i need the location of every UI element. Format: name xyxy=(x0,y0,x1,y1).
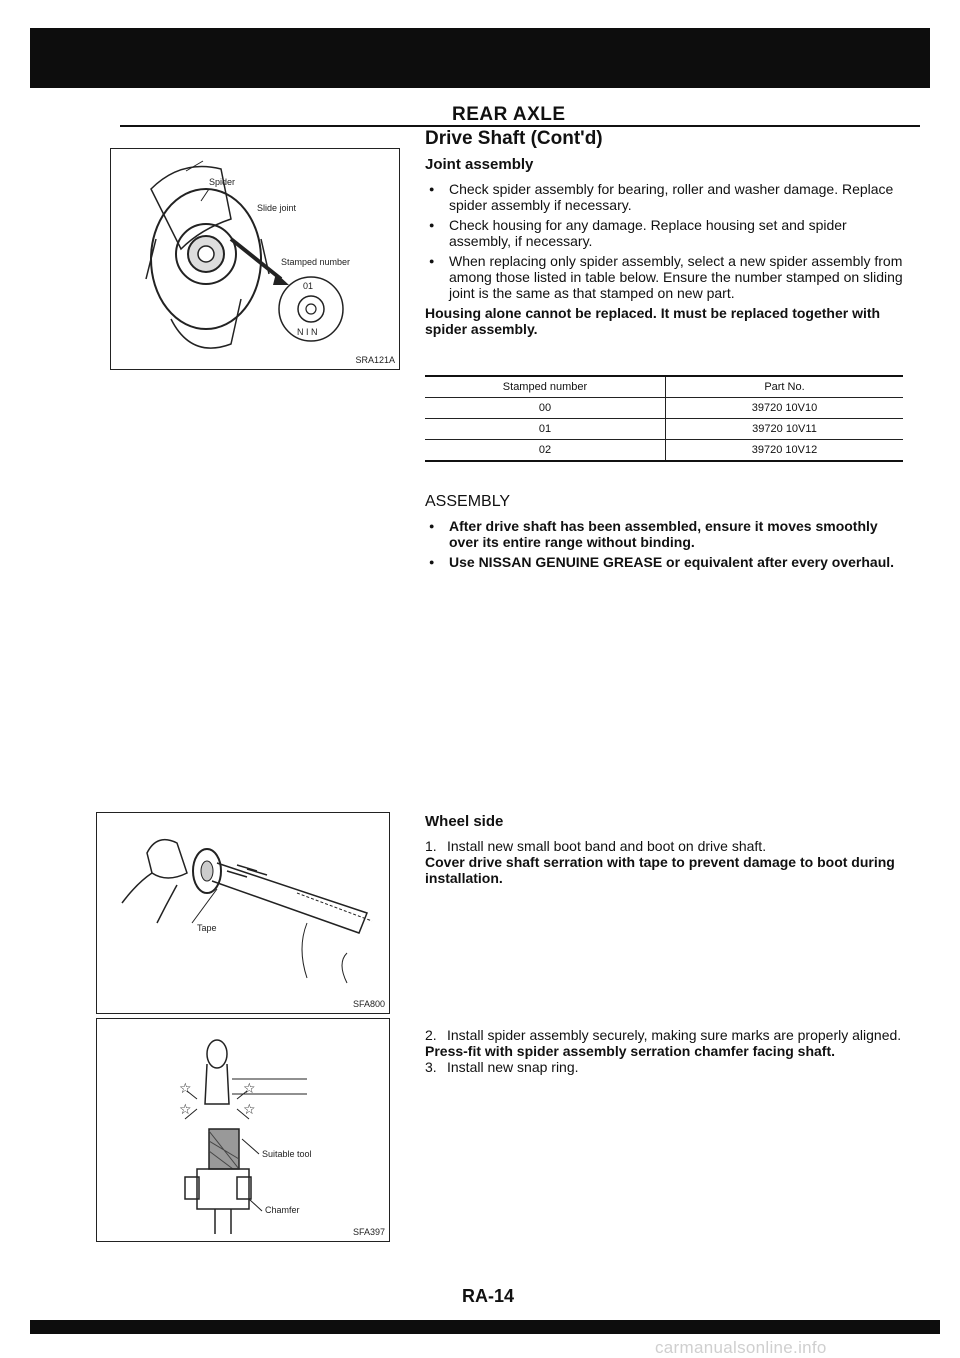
wheel-side-steps-2-3 xyxy=(425,1027,905,1075)
joint-assembly-heading: Joint assembly xyxy=(425,156,534,173)
step-text: Install new small boot band and boot on drive shaft. xyxy=(447,838,767,854)
svg-text:☆: ☆ xyxy=(243,1102,256,1118)
figure-suitable-tool xyxy=(96,1018,390,1242)
step-text: Install spider assembly securely, making sure marks are properly aligned. xyxy=(447,1027,902,1043)
bottom-black-bar xyxy=(30,1320,940,1334)
bullet-item: ● Check spider assembly for bearing, roller and washer damage. Replace spider assembly if necessary. xyxy=(425,181,905,213)
step-2 xyxy=(425,1027,905,1043)
assembly-section xyxy=(425,494,905,574)
step-3 xyxy=(425,1059,905,1075)
figure-code: SFA800 xyxy=(352,999,385,1009)
header-rule xyxy=(120,125,920,127)
joint-assembly-section xyxy=(425,157,905,337)
tape-illustration xyxy=(97,813,389,1013)
top-black-bar xyxy=(30,28,930,88)
label-stamped-number: Stamped number xyxy=(281,257,351,267)
step-number: 3. xyxy=(425,1059,437,1075)
page-number: RA-14 xyxy=(462,1286,515,1306)
label-spider: Spider xyxy=(209,177,236,187)
label-tape: Tape xyxy=(197,923,217,933)
watermark: carmanualsonline.info xyxy=(655,1338,827,1357)
table-cell: 02 xyxy=(425,440,666,462)
step-number: 2. xyxy=(425,1027,437,1043)
table-cell: 39720 10V12 xyxy=(751,444,818,456)
table-row xyxy=(425,419,903,440)
figure-code: SFA397 xyxy=(352,1227,385,1237)
svg-text:☆: ☆ xyxy=(179,1081,192,1097)
label-suitable-tool: Suitable tool xyxy=(262,1149,312,1159)
table-cell: 01 xyxy=(425,419,666,440)
press-fit-illustration xyxy=(97,1019,389,1241)
assembly-bullets xyxy=(425,518,905,570)
table-row xyxy=(425,398,903,419)
step-1-note: Cover drive shaft serration with tape to prevent damage to boot during installation. xyxy=(425,854,895,886)
stamp-top-code: 01 xyxy=(303,281,314,291)
table-row xyxy=(425,440,903,462)
label-slide-joint: Slide joint xyxy=(257,203,297,213)
table-header-row xyxy=(425,376,903,398)
column-header: Part No. xyxy=(764,381,805,393)
figure-spider-joint xyxy=(110,148,400,370)
figure-code: SRA121A xyxy=(355,355,395,365)
step-1 xyxy=(425,838,905,854)
step-text: Install new snap ring. xyxy=(447,1059,579,1075)
joint-assembly-bullets xyxy=(425,181,905,301)
table-cell: 39720 10V10 xyxy=(751,402,818,414)
column-header: Stamped number xyxy=(425,376,666,398)
housing-warning: Housing alone cannot be replaced. It must be replaced together with spider assembly. xyxy=(425,305,881,337)
section-title: REAR AXLE xyxy=(452,104,566,125)
page-title: Drive Shaft (Cont'd) xyxy=(425,128,603,149)
svg-text:☆: ☆ xyxy=(179,1102,192,1118)
wheel-side-section xyxy=(425,814,905,886)
parts-table xyxy=(425,375,903,462)
svg-text:☆: ☆ xyxy=(243,1081,256,1097)
spider-joint-illustration xyxy=(111,149,399,369)
bullet-item: ● Use NISSAN GENUINE GREASE or equivalent after every overhaul. xyxy=(425,554,905,570)
figure-tape xyxy=(96,812,390,1014)
parts-table-wrap xyxy=(425,375,903,462)
wheel-side-heading: Wheel side xyxy=(425,813,504,830)
bullet-item: ● When replacing only spider assembly, select a new spider assembly from among those listed in table below. Ensure the number stamped on sliding joint is the same as that stamped on new part. xyxy=(425,253,905,301)
step-2-note: Press-fit with spider assembly serration chamfer facing shaft. xyxy=(425,1043,836,1059)
table-cell: 00 xyxy=(425,398,666,419)
assembly-heading: ASSEMBLY xyxy=(425,493,511,510)
stamp-bottom-code: N I N xyxy=(297,327,318,337)
bullet-item: ● After drive shaft has been assembled, ensure it moves smoothly over its entire range without binding. xyxy=(425,518,905,550)
step-number: 1. xyxy=(425,838,437,854)
table-cell: 39720 10V11 xyxy=(752,423,817,435)
label-chamfer: Chamfer xyxy=(265,1205,300,1215)
bullet-item: ● Check housing for any damage. Replace housing set and spider assembly, if necessary. xyxy=(425,217,905,249)
